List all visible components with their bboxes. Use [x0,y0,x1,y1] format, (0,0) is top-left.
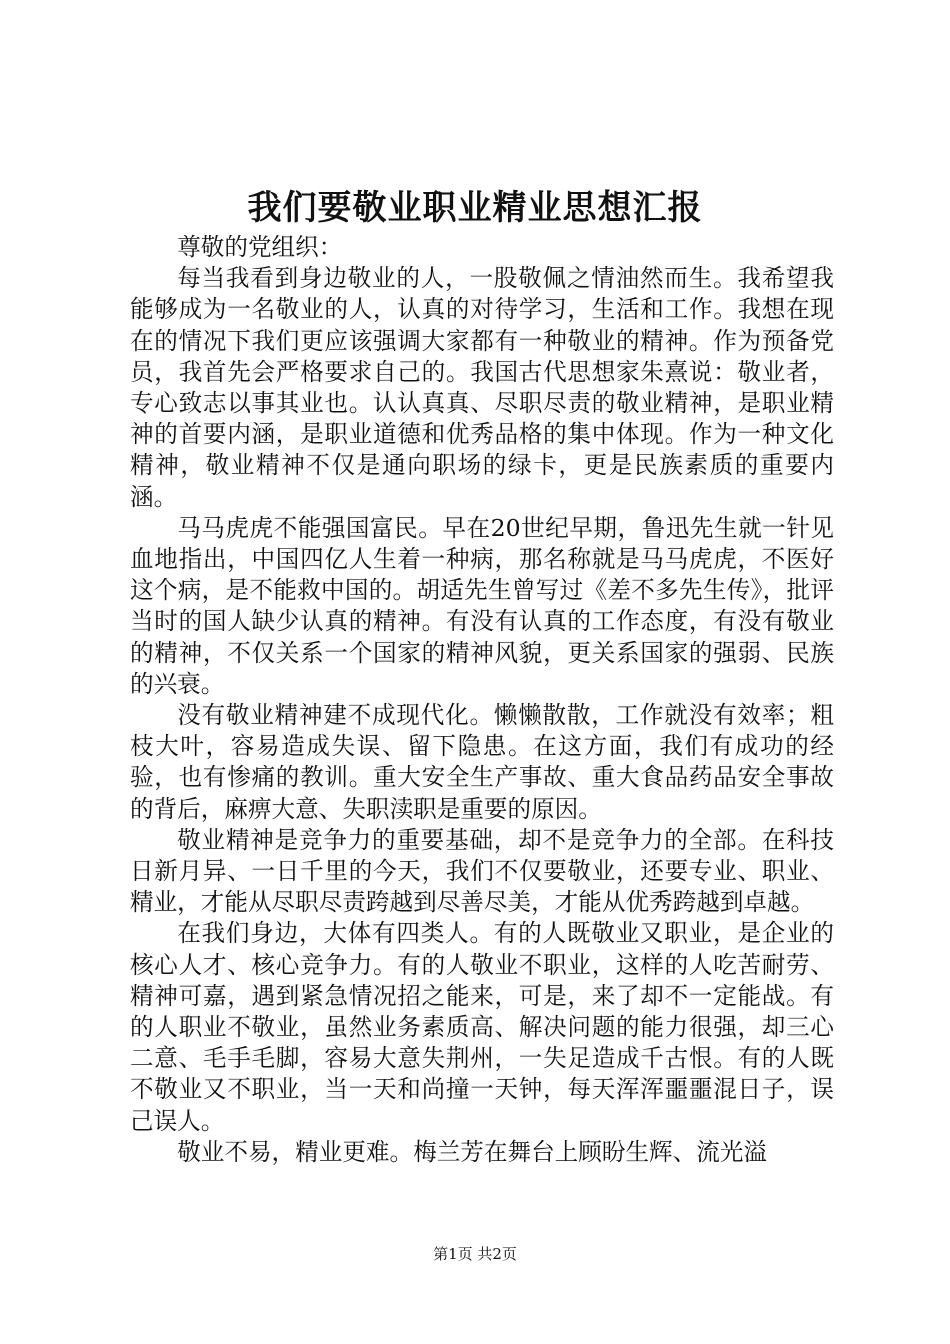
document-title: 我们要敬业职业精业思想汇报 [247,188,703,228]
page-footer: 第1页 共2页 [433,1245,517,1263]
salutation: 尊敬的党组织： [177,233,343,261]
paragraph: 每当我看到身边敬业的人，一股敬佩之情油然而生。我希望我能够成为一名敬业的人，认真的对待学习，生活和工作。我想在现在的情况下我们更应该强调大家都有一种敬业的精神。作为预备党员，我首先会严格要求自己的。我国古代思想家朱熹说：敬业者，专心致志以事其业也。认认真真、尽职尽责的敬业精神，是职业精神的首要内涵，是职业道德和优秀品格的集中体现。作为一种文化精神，敬业精神不仅是通向职场的绿卡，更是民族素质的重要内涵。 [130,264,834,511]
paragraph: 在我们身边，大体有四类人。有的人既敬业又职业，是企业的核心人才、核心竞争力。有的人敬业不职业，这样的人吃苦耐劳、精神可嘉，遇到紧急情况招之能来，可是，来了却不一定能战。有的人职业不敬业，虽然业务素质高、解决问题的能力很强，却三心二意、毛手毛脚，容易大意失荆州，一失足造成千古恨。有的人既不敬业又不职业，当一天和尚撞一天钟，每天浑浑噩噩混日子，误己误人。 [130,919,834,1135]
paragraph: 没有敬业精神建不成现代化。懒懒散散，工作就没有效率；粗枝大叶，容易造成失误、留下隐患。在这方面，我们有成功的经验，也有惨痛的教训。重大安全生产事故、重大食品药品安全事故的背后，麻痹大意、失职渎职是重要的原因。 [130,701,834,823]
paragraph: 敬业精神是竞争力的重要基础，却不是竞争力的全部。在科技日新月异、一日千里的今天，我们不仅要敬业，还要专业、职业、精业，才能从尽职尽责跨越到尽善尽美，才能从优秀跨越到卓越。 [130,825,834,917]
paragraph: 敬业不易，精业更难。梅兰芳在舞台上顾盼生辉、流光溢 [177,1137,768,1166]
paragraph: 马马虎虎不能强国富民。早在20世纪早期，鲁迅先生就一针见血地指出，中国四亿人生着一种病，那名称就是马马虎虎，不医好这个病，是不能救中国的。胡适先生曾写过《差不多先生传》，批评当时的国人缺少认真的精神。有没有认真的工作态度，有没有敬业的精神，不仅关系一个国家的精神风貌，更关系国家的强弱、民族的兴衰。 [130,513,834,698]
document-body [130,232,834,1168]
